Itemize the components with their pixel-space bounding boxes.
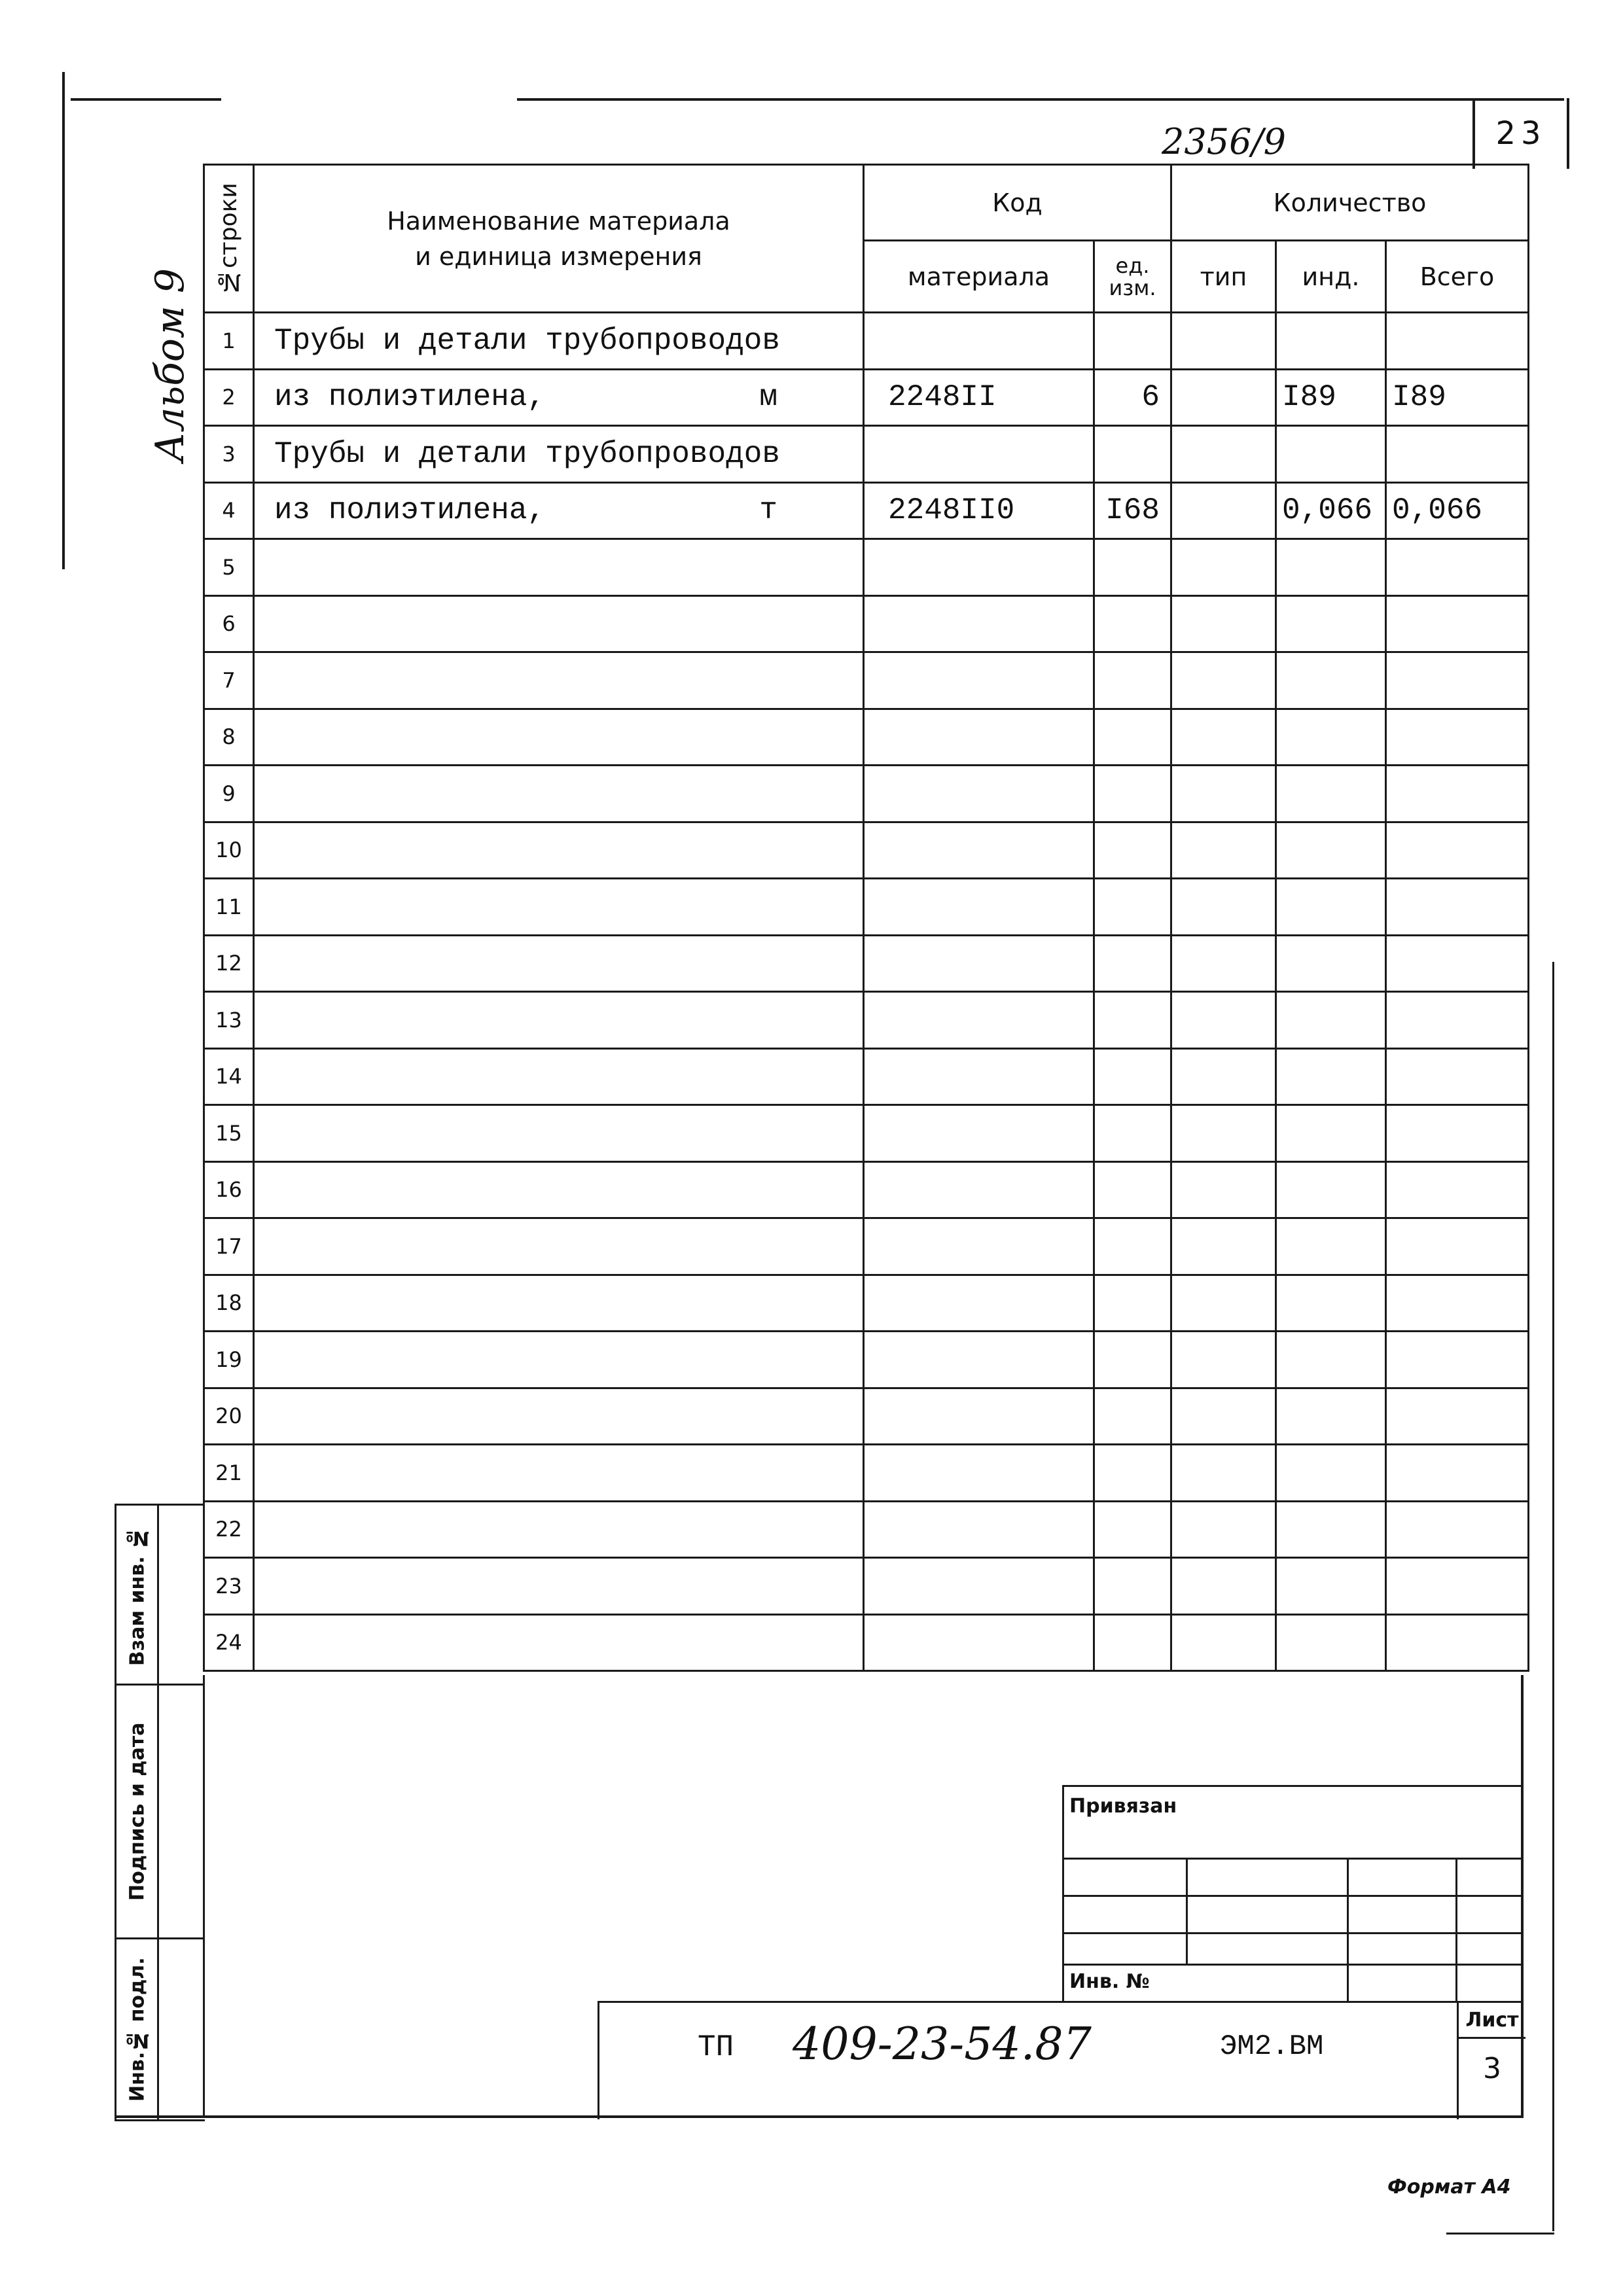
frame-left bbox=[203, 1675, 205, 2117]
row-number-cell: 20 bbox=[204, 1388, 254, 1445]
row-number-cell: 12 bbox=[204, 935, 254, 992]
unit-code-cell bbox=[1094, 1332, 1171, 1388]
unit-code-cell bbox=[1094, 595, 1171, 652]
row-number-cell: 8 bbox=[204, 709, 254, 766]
type-cell bbox=[1171, 1218, 1276, 1275]
table-row bbox=[204, 1558, 1529, 1615]
material-name-cell bbox=[254, 369, 864, 426]
total-cell bbox=[1386, 652, 1529, 709]
type-cell bbox=[1171, 709, 1276, 766]
material-unit-text: т bbox=[759, 493, 777, 528]
type-header: тип bbox=[1171, 241, 1276, 313]
materials-table bbox=[203, 164, 1529, 1672]
inv-podl-label: Инв.№ подл. bbox=[126, 1957, 149, 2102]
total-cell bbox=[1386, 766, 1529, 822]
row-number-cell: 19 bbox=[204, 1332, 254, 1388]
material-name-cell bbox=[254, 426, 864, 483]
table-row bbox=[204, 879, 1529, 936]
type-cell bbox=[1171, 1332, 1276, 1388]
material-name-cell bbox=[254, 1048, 864, 1105]
total-cell bbox=[1386, 992, 1529, 1049]
total-cell bbox=[1386, 539, 1529, 596]
material-name-cell bbox=[254, 1332, 864, 1388]
total-cell bbox=[1386, 1501, 1529, 1558]
material-name-cell bbox=[254, 652, 864, 709]
sheet-box bbox=[1457, 2003, 1525, 2119]
type-cell bbox=[1171, 822, 1276, 879]
type-cell bbox=[1171, 1614, 1276, 1671]
material-code-cell bbox=[864, 652, 1094, 709]
total-cell bbox=[1386, 709, 1529, 766]
row-number-cell: 14 bbox=[204, 1048, 254, 1105]
material-name-cell bbox=[254, 539, 864, 596]
unit-code-cell bbox=[1094, 992, 1171, 1049]
unit-header: ед. изм. bbox=[1094, 241, 1171, 313]
row-number-cell: 3 bbox=[204, 426, 254, 483]
material-name-cell bbox=[254, 1388, 864, 1445]
table-row bbox=[204, 1105, 1529, 1162]
ind-cell bbox=[1276, 992, 1386, 1049]
page-number: 23 bbox=[1495, 115, 1546, 152]
ind-cell bbox=[1276, 313, 1386, 370]
unit-code-cell bbox=[1094, 879, 1171, 936]
ind-cell bbox=[1276, 539, 1386, 596]
unit-code-cell: I68 bbox=[1094, 482, 1171, 539]
ind-cell bbox=[1276, 1332, 1386, 1388]
ind-cell bbox=[1276, 766, 1386, 822]
top-border-left bbox=[71, 98, 221, 101]
ind-cell bbox=[1276, 879, 1386, 936]
total-cell bbox=[1386, 1614, 1529, 1671]
table-row bbox=[204, 426, 1529, 483]
mark-code: ЭМ2.ВМ bbox=[1220, 2030, 1324, 2063]
privyazan-row-line-3 bbox=[1064, 1932, 1524, 1934]
total-cell bbox=[1386, 595, 1529, 652]
material-code-cell bbox=[864, 992, 1094, 1049]
material-name-cell bbox=[254, 822, 864, 879]
total-cell bbox=[1386, 1558, 1529, 1615]
total-cell bbox=[1386, 879, 1529, 936]
row-number-cell: 11 bbox=[204, 879, 254, 936]
material-code-cell bbox=[864, 1501, 1094, 1558]
material-code-cell bbox=[864, 1048, 1094, 1105]
material-unit-text: м bbox=[759, 380, 777, 415]
material-code-cell: 2248II bbox=[864, 369, 1094, 426]
total-cell: 0,066 bbox=[1386, 482, 1529, 539]
unit-code-cell bbox=[1094, 709, 1171, 766]
type-cell bbox=[1171, 482, 1276, 539]
material-code-cell bbox=[864, 1614, 1094, 1671]
album-label: Альбом 9 bbox=[147, 268, 193, 463]
material-name-cell bbox=[254, 1275, 864, 1332]
code-group-header: Код bbox=[864, 165, 1171, 241]
table-row bbox=[204, 935, 1529, 992]
material-name-cell bbox=[254, 935, 864, 992]
table-row bbox=[204, 709, 1529, 766]
name-header: Наименование материала и единица измерения bbox=[254, 165, 864, 313]
ind-cell bbox=[1276, 1445, 1386, 1502]
table-row bbox=[204, 482, 1529, 539]
material-code-cell bbox=[864, 1161, 1094, 1218]
unit-code-cell: 6 bbox=[1094, 369, 1171, 426]
row-number-cell: 21 bbox=[204, 1445, 254, 1502]
type-cell bbox=[1171, 1275, 1276, 1332]
vzam-inv-label: Взам инв. № bbox=[126, 1526, 149, 1666]
side-stamp-divider-2 bbox=[116, 1937, 205, 1939]
row-number-cell: 24 bbox=[204, 1614, 254, 1671]
unit-code-cell bbox=[1094, 1048, 1171, 1105]
ind-cell bbox=[1276, 1218, 1386, 1275]
privyazan-col-line-1 bbox=[1186, 1858, 1188, 1964]
sheet-label: Лист bbox=[1459, 2003, 1525, 2039]
material-name-cell bbox=[254, 766, 864, 822]
type-cell bbox=[1171, 595, 1276, 652]
row-number-cell: 2 bbox=[204, 369, 254, 426]
type-cell bbox=[1171, 1445, 1276, 1502]
row-number-cell: 13 bbox=[204, 992, 254, 1049]
privyazan-row-line-1 bbox=[1064, 1858, 1524, 1860]
privyazan-col-line-2 bbox=[1347, 1858, 1349, 2003]
privyazan-label: Привязан bbox=[1069, 1795, 1177, 1818]
top-border-right bbox=[517, 98, 1564, 101]
ind-header: инд. bbox=[1276, 241, 1386, 313]
side-stamp-divider-1 bbox=[116, 1684, 205, 1686]
type-cell bbox=[1171, 539, 1276, 596]
ind-cell bbox=[1276, 1501, 1386, 1558]
row-number-cell: 6 bbox=[204, 595, 254, 652]
quantity-group-header: Количество bbox=[1171, 165, 1529, 241]
material-code-cell bbox=[864, 709, 1094, 766]
table-row bbox=[204, 1388, 1529, 1445]
ind-cell: I89 bbox=[1276, 369, 1386, 426]
row-number-cell: 17 bbox=[204, 1218, 254, 1275]
material-name-cell bbox=[254, 595, 864, 652]
title-strip bbox=[597, 2001, 1524, 2119]
type-cell bbox=[1171, 935, 1276, 992]
row-number-cell: 10 bbox=[204, 822, 254, 879]
type-cell bbox=[1171, 1388, 1276, 1445]
total-cell bbox=[1386, 1048, 1529, 1105]
material-code-cell bbox=[864, 1445, 1094, 1502]
unit-code-cell bbox=[1094, 1558, 1171, 1615]
unit-code-cell bbox=[1094, 1161, 1171, 1218]
type-cell bbox=[1171, 1161, 1276, 1218]
ind-cell: 0,066 bbox=[1276, 482, 1386, 539]
material-code-cell bbox=[864, 879, 1094, 936]
unit-code-cell bbox=[1094, 1388, 1171, 1445]
material-name-text: из полиэтилена, bbox=[274, 493, 546, 528]
type-cell bbox=[1171, 766, 1276, 822]
material-name-cell bbox=[254, 1445, 864, 1502]
privyazan-col-line-3 bbox=[1455, 1858, 1457, 2003]
doc-number: 2356/9 bbox=[1162, 121, 1286, 162]
material-code-cell bbox=[864, 1105, 1094, 1162]
total-cell bbox=[1386, 1161, 1529, 1218]
material-code-cell bbox=[864, 595, 1094, 652]
row-number-header: №строки bbox=[204, 165, 254, 313]
material-code-cell bbox=[864, 1558, 1094, 1615]
ind-cell bbox=[1276, 595, 1386, 652]
table-row bbox=[204, 1048, 1529, 1105]
material-code-cell bbox=[864, 539, 1094, 596]
material-code-cell bbox=[864, 766, 1094, 822]
material-name-cell bbox=[254, 1558, 864, 1615]
row-number-cell: 4 bbox=[204, 482, 254, 539]
ind-cell bbox=[1276, 652, 1386, 709]
material-code-cell: 2248II0 bbox=[864, 482, 1094, 539]
type-cell bbox=[1171, 1558, 1276, 1615]
ind-cell bbox=[1276, 1161, 1386, 1218]
format-label: Формат А4 bbox=[1387, 2176, 1511, 2199]
unit-code-cell bbox=[1094, 1275, 1171, 1332]
unit-code-cell bbox=[1094, 1445, 1171, 1502]
unit-code-cell bbox=[1094, 1105, 1171, 1162]
table-row bbox=[204, 822, 1529, 879]
row-number-cell: 5 bbox=[204, 539, 254, 596]
privyazan-row-line-4 bbox=[1064, 1964, 1524, 1966]
ind-cell bbox=[1276, 1105, 1386, 1162]
bottom-right-fragment bbox=[1446, 2233, 1554, 2234]
material-name-cell bbox=[254, 879, 864, 936]
material-code-cell bbox=[864, 1388, 1094, 1445]
row-number-cell: 16 bbox=[204, 1161, 254, 1218]
total-cell bbox=[1386, 1105, 1529, 1162]
type-cell bbox=[1171, 1105, 1276, 1162]
ind-cell bbox=[1276, 426, 1386, 483]
privyazan-row-line-2 bbox=[1064, 1895, 1524, 1897]
doc-code: 409-23-54.87 bbox=[793, 2019, 1092, 2070]
sheet-number: 3 bbox=[1483, 2051, 1501, 2085]
page-number-box bbox=[1472, 98, 1569, 169]
material-name-text: из полиэтилена, bbox=[274, 380, 546, 415]
unit-code-cell bbox=[1094, 766, 1171, 822]
material-name-cell bbox=[254, 1614, 864, 1671]
unit-code-cell bbox=[1094, 935, 1171, 992]
row-number-cell: 23 bbox=[204, 1558, 254, 1615]
total-cell bbox=[1386, 1275, 1529, 1332]
material-name-cell bbox=[254, 313, 864, 370]
row-number-cell: 22 bbox=[204, 1501, 254, 1558]
privyazan-block bbox=[1062, 1785, 1524, 2003]
material-name-cell bbox=[254, 992, 864, 1049]
table-row bbox=[204, 313, 1529, 370]
row-number-cell: 7 bbox=[204, 652, 254, 709]
unit-code-cell bbox=[1094, 652, 1171, 709]
table-row bbox=[204, 539, 1529, 596]
row-number-cell: 1 bbox=[204, 313, 254, 370]
tp-prefix: ТП bbox=[698, 2030, 734, 2064]
ind-cell bbox=[1276, 1275, 1386, 1332]
ind-cell bbox=[1276, 1558, 1386, 1615]
row-number-cell: 15 bbox=[204, 1105, 254, 1162]
total-cell bbox=[1386, 313, 1529, 370]
ind-cell bbox=[1276, 1614, 1386, 1671]
type-cell bbox=[1171, 1048, 1276, 1105]
ind-cell bbox=[1276, 935, 1386, 992]
material-code-header: материала bbox=[864, 241, 1094, 313]
material-code-cell bbox=[864, 1218, 1094, 1275]
type-cell bbox=[1171, 313, 1276, 370]
table-row bbox=[204, 1614, 1529, 1671]
type-cell bbox=[1171, 1501, 1276, 1558]
material-name-cell bbox=[254, 482, 864, 539]
table-row bbox=[204, 766, 1529, 822]
row-number-cell: 18 bbox=[204, 1275, 254, 1332]
material-code-cell bbox=[864, 935, 1094, 992]
unit-code-cell bbox=[1094, 1218, 1171, 1275]
side-stamp bbox=[115, 1504, 205, 2121]
ind-cell bbox=[1276, 709, 1386, 766]
table-row bbox=[204, 1332, 1529, 1388]
type-cell bbox=[1171, 369, 1276, 426]
total-cell: I89 bbox=[1386, 369, 1529, 426]
material-name-cell bbox=[254, 1501, 864, 1558]
material-name-cell bbox=[254, 1218, 864, 1275]
material-code-cell bbox=[864, 426, 1094, 483]
type-cell bbox=[1171, 426, 1276, 483]
material-name-cell bbox=[254, 1161, 864, 1218]
material-name-cell bbox=[254, 709, 864, 766]
material-name-cell bbox=[254, 1105, 864, 1162]
total-cell bbox=[1386, 426, 1529, 483]
podpis-data-label: Подпись и дата bbox=[126, 1722, 149, 1901]
type-cell bbox=[1171, 992, 1276, 1049]
table-row bbox=[204, 1445, 1529, 1502]
table-row bbox=[204, 369, 1529, 426]
material-name-text: Трубы и детали трубопроводов bbox=[274, 323, 780, 358]
table-row bbox=[204, 1501, 1529, 1558]
table-row bbox=[204, 1218, 1529, 1275]
unit-code-cell bbox=[1094, 822, 1171, 879]
inv-no-label: Инв. № bbox=[1069, 1970, 1150, 1993]
ind-cell bbox=[1276, 1388, 1386, 1445]
total-header: Всего bbox=[1386, 241, 1529, 313]
material-code-cell bbox=[864, 313, 1094, 370]
table-row bbox=[204, 1275, 1529, 1332]
ind-cell bbox=[1276, 822, 1386, 879]
row-number-cell: 9 bbox=[204, 766, 254, 822]
table-row bbox=[204, 1161, 1529, 1218]
material-name-text: Трубы и детали трубопроводов bbox=[274, 436, 780, 471]
ind-cell bbox=[1276, 1048, 1386, 1105]
unit-code-cell bbox=[1094, 539, 1171, 596]
type-cell bbox=[1171, 652, 1276, 709]
table-row bbox=[204, 992, 1529, 1049]
left-edge-line bbox=[62, 72, 65, 569]
unit-code-cell bbox=[1094, 313, 1171, 370]
side-stamp-inner-line bbox=[157, 1506, 159, 2119]
material-code-cell bbox=[864, 1332, 1094, 1388]
total-cell bbox=[1386, 1218, 1529, 1275]
unit-code-cell bbox=[1094, 1614, 1171, 1671]
right-edge-line bbox=[1552, 962, 1554, 2231]
unit-code-cell bbox=[1094, 426, 1171, 483]
material-code-cell bbox=[864, 1275, 1094, 1332]
total-cell bbox=[1386, 935, 1529, 992]
material-code-cell bbox=[864, 822, 1094, 879]
table-row bbox=[204, 652, 1529, 709]
unit-code-cell bbox=[1094, 1501, 1171, 1558]
total-cell bbox=[1386, 1388, 1529, 1445]
table-row bbox=[204, 595, 1529, 652]
total-cell bbox=[1386, 822, 1529, 879]
total-cell bbox=[1386, 1332, 1529, 1388]
total-cell bbox=[1386, 1445, 1529, 1502]
type-cell bbox=[1171, 879, 1276, 936]
